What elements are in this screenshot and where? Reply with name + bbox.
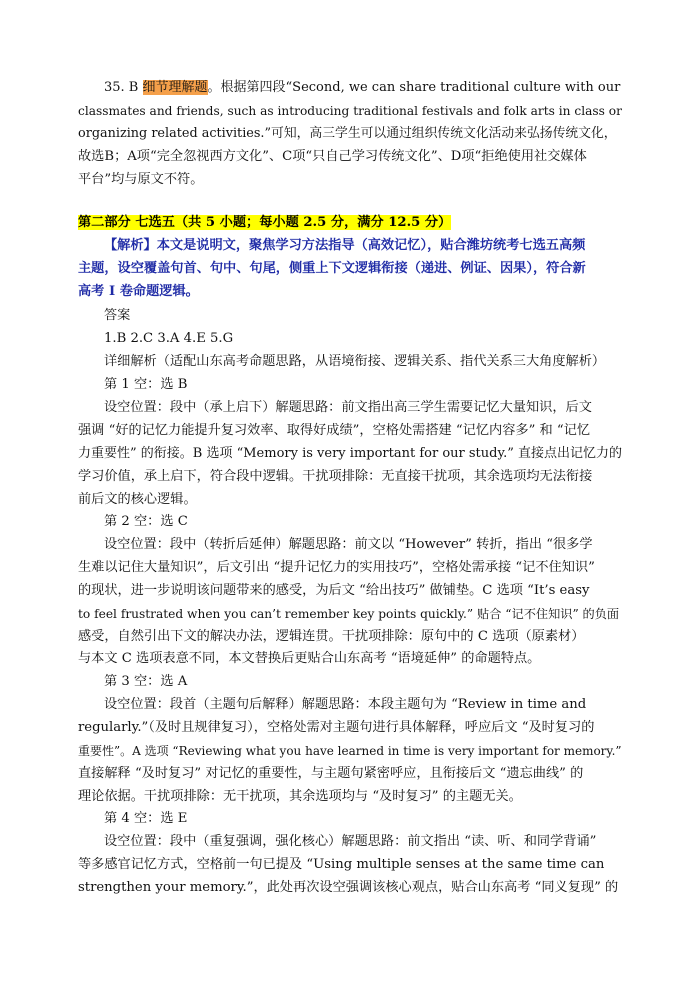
blank-2-line: 生难以记住大量知识”，后文引出 “提升记忆力的实用技巧”，空格处需承接 “记不住知识” bbox=[78, 560, 595, 575]
q35-line-3: organizing related activities.”可知，高三学生可以通过组织传统文化活动来弘扬传统文化， bbox=[78, 126, 617, 141]
blank-1-line: 力重要性” 的衔接。B 选项 “Memory is very important for our study.” 直接点出记忆力的 bbox=[78, 446, 622, 461]
blank-2-line: 的现状，进一步说明该问题带来的感受，为后文 “给出技巧” 做铺垫。C 选项 “It’s easy bbox=[78, 583, 590, 598]
blank-2-line: to feel frustrated when you can’t remember key points quickly.” 贴合 “记不住知识” 的负面 bbox=[78, 607, 620, 621]
blank-3-line: 理论依据。干扰项排除：无干扰项，其余选项均与 “及时复习” 的主题无关。 bbox=[78, 789, 522, 804]
blank-4-line: 等多感官记忆方式，空格前一句已提及 “Using multiple senses at the same time can bbox=[78, 857, 605, 872]
blank-3-line: 设空位置：段首（主题句后解释）解题思路：本段主题句为 “Review in time and bbox=[104, 697, 587, 712]
q35-line-1: 35. B 细节理解题。根据第四段“Second, we can share traditional culture with our bbox=[104, 80, 621, 95]
answer-key: 1.B 2.C 3.A 4.E 5.G bbox=[104, 331, 234, 346]
question-type-tag: 细节理解题 bbox=[142, 80, 208, 95]
blank-2-heading: 第 2 空：选 C bbox=[104, 514, 188, 529]
blank-1-heading: 第 1 空：选 B bbox=[104, 377, 188, 392]
blank-1-line: 强调 “好的记忆力能提升复习效率、取得好成绩”，空格处需搭建 “记忆内容多” 和 “记忆 bbox=[78, 423, 591, 438]
q35-line-5: 平台”均与原文不符。 bbox=[78, 172, 204, 187]
analysis-line-1: 【解析】本文是说明文，聚焦学习方法指导（高效记忆），贴合潍坊统考七选五高频 bbox=[104, 238, 586, 253]
answer-label: 答案 bbox=[104, 308, 131, 323]
blank-4-line: 设空位置：段中（重复强调，强化核心）解题思路：前文指出 “读、听、和同学背诵” bbox=[104, 834, 597, 849]
detail-intro: 详细解析（适配山东高考命题思路，从语境衔接、逻辑关系、指代关系三大角度解析） bbox=[104, 354, 606, 369]
blank-2-line: 设空位置：段中（转折后延伸）解题思路：前文以 “However” 转折，指出 “很多学 bbox=[104, 537, 593, 552]
blank-3-heading: 第 3 空：选 A bbox=[104, 674, 188, 689]
blank-3-line: regularly.”（及时且规律复习），空格处需对主题句进行具体解释，呼应后文 “及时复习的 bbox=[78, 720, 595, 735]
section-heading: 第二部分 七选五（共 5 小题；每小题 2.5 分，满分 12.5 分） bbox=[78, 215, 452, 230]
q35-label: 35. B bbox=[104, 80, 139, 95]
blank-1-line: 前后文的核心逻辑。 bbox=[78, 492, 197, 507]
blank-4-line: strengthen your memory.”，此处再次设空强调该核心观点，贴合山东高考 “同义复现” 的 bbox=[78, 880, 619, 895]
blank-1-line: 学习价值，承上启下，符合段中逻辑。干扰项排除：无直接干扰项，其余选项均无法衔接 bbox=[78, 469, 593, 484]
blank-2-line: 感受，自然引出下文的解决办法，逻辑连贯。干扰项排除：原句中的 C 选项（原素材） bbox=[78, 629, 585, 644]
blank-1-line: 设空位置：段中（承上启下）解题思路：前文指出高三学生需要记忆大量知识，后文 bbox=[104, 400, 592, 415]
q35-line-4: 故选B；A项“完全忽视西方文化”、C项“只自己学习传统文化”、D项“拒绝使用社交媒体 bbox=[78, 149, 587, 164]
q35-line-2: classmates and friends, such as introducing traditional festivals and folk arts in class or bbox=[78, 104, 622, 118]
blank-3-line: 直接解释 “及时复习” 对记忆的重要性，与主题句紧密呼应，且衔接后文 “遗忘曲线” 的 bbox=[78, 766, 584, 781]
blank-4-heading: 第 4 空：选 E bbox=[104, 811, 188, 826]
blank-2-line: 与本文 C 选项表意不同，本文替换后更贴合山东高考 “语境延伸” 的命题特点。 bbox=[78, 651, 541, 666]
analysis-line-3: 高考 I 卷命题逻辑。 bbox=[78, 284, 199, 299]
analysis-line-2: 主题，设空覆盖句首、句中、句尾，侧重上下文逻辑衔接（递进、例证、因果），符合新 bbox=[78, 261, 586, 276]
blank-3-line: 重要性”。A 选项 “Reviewing what you have learned in time is very important for memory.” bbox=[78, 744, 622, 758]
